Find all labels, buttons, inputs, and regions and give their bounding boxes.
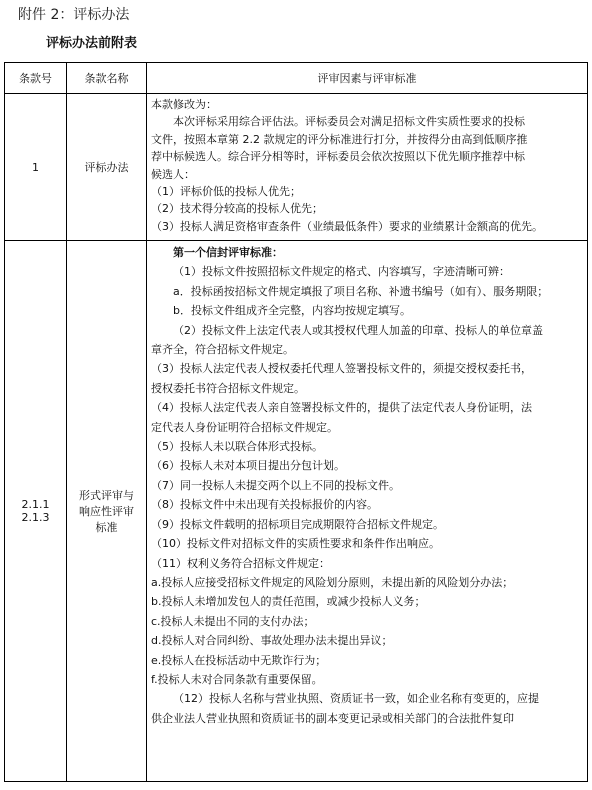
criteria-line: （4）投标人法定代表人亲自签署投标文件的，提供了法定代表人身份证明，法 xyxy=(151,401,532,415)
table-header-row xyxy=(5,63,588,94)
attachment-heading: 附件 2：评标办法 xyxy=(18,7,130,23)
criteria-line: b．投标文件组成齐全完整，内容均按规定填写。 xyxy=(173,304,411,318)
criteria-line: 定代表人身份证明符合招标文件规定。 xyxy=(151,420,338,434)
criteria-line: （10）投标文件对招标文件的实质性要求和条件作出响应。 xyxy=(151,537,440,551)
clause-no-cell xyxy=(5,241,67,782)
criteria-line: （5）投标人未以联合体形式投标。 xyxy=(151,440,323,454)
clause-name-cell xyxy=(67,241,147,782)
clause-no-line: 2.1.1 xyxy=(21,498,50,511)
criteria-line: 本款修改为： xyxy=(151,98,217,111)
criteria-line: （2）技术得分较高的投标人优先； xyxy=(151,202,323,216)
criteria-line: （1）评标价低的投标人优先； xyxy=(151,185,301,199)
criteria-line: d.投标人对合同纠纷、事故处理办法未提出异议； xyxy=(151,634,393,648)
criteria-line: （8）投标文件中未出现有关投标报价的内容。 xyxy=(151,498,378,512)
criteria-heading: 第一个信封评审标准： xyxy=(173,246,283,259)
header-clause-name: 条款名称 xyxy=(67,63,147,94)
clause-no-cell: 1 xyxy=(5,94,67,241)
criteria-line: （3）投标人满足资格审查条件（业绩最低条件）要求的业绩累计金额高的优先。 xyxy=(151,219,543,233)
clause-no-line: 2.1.3 xyxy=(21,511,50,524)
criteria-line: 文件，按照本章第 2.2 款规定的评分标准进行打分，并按得分由高到低顺序推 xyxy=(151,132,528,146)
criteria-line: （1）投标文件按照招标文件规定的格式、内容填写，字迹清晰可辨： xyxy=(173,265,510,279)
criteria-line: a．投标函按招标文件规定填报了项目名称、补遗书编号（如有）、服务期限； xyxy=(173,284,549,298)
table-row xyxy=(5,241,588,782)
criteria-table xyxy=(4,62,588,782)
criteria-line: 候选人： xyxy=(151,167,195,181)
table-title: 评标办法前附表 xyxy=(46,36,138,51)
clause-name-line: 形式评审与 xyxy=(79,489,134,502)
clause-name-line: 响应性评审 xyxy=(79,505,134,518)
criteria-line: f.投标人未对合同条款有重要保留。 xyxy=(151,672,323,686)
header-clause-no: 条款号 xyxy=(5,63,67,94)
criteria-line: （7）同一投标人未提交两个以上不同的投标文件。 xyxy=(151,478,400,492)
clause-name-cell: 评标办法 xyxy=(67,94,147,241)
criteria-line: （12）投标人名称与营业执照、资质证书一致，如企业名称有变更的，应提 xyxy=(173,692,539,706)
criteria-line: 供企业法人营业执照和资质证书的副本变更记录或相关部门的合法批件复印 xyxy=(151,711,514,725)
criteria-cell xyxy=(147,241,588,782)
criteria-line: （6）投标人未对本项目提出分包计划。 xyxy=(151,459,345,473)
criteria-line: 章齐全，符合招标文件规定。 xyxy=(151,343,294,357)
criteria-line: a.投标人应接受招标文件规定的风险划分原则，未提出新的风险划分办法； xyxy=(151,575,514,589)
criteria-line: 授权委托书符合招标文件规定。 xyxy=(151,381,305,395)
criteria-line: c.投标人未提出不同的支付办法； xyxy=(151,614,315,628)
criteria-line: （9）投标文件载明的招标项目完成期限符合招标文件规定。 xyxy=(151,517,444,531)
criteria-line: 荐中标候选人。综合评分相等时，评标委员会依次按照以下优先顺序推荐中标 xyxy=(151,150,525,164)
criteria-cell xyxy=(147,94,588,241)
criteria-line: （11）权利义务符合招标文件规定： xyxy=(151,556,330,570)
criteria-line: （2）投标文件上法定代表人或其授权代理人加盖的印章、投标人的单位章盖 xyxy=(173,323,543,337)
header-criteria: 评审因素与评审标准 xyxy=(147,63,588,94)
table-row xyxy=(5,94,588,241)
clause-name-line: 标准 xyxy=(95,521,118,534)
criteria-line: （3）投标人法定代表人授权委托代理人签署投标文件的，须提交授权委托书， xyxy=(151,362,532,376)
criteria-line: e.投标人在投标活动中无欺诈行为； xyxy=(151,653,327,667)
criteria-line: b.投标人未增加发包人的责任范围，或减少投标人义务； xyxy=(151,595,426,609)
criteria-line: 本次评标采用综合评估法。评标委员会对满足招标文件实质性要求的投标 xyxy=(173,115,525,129)
